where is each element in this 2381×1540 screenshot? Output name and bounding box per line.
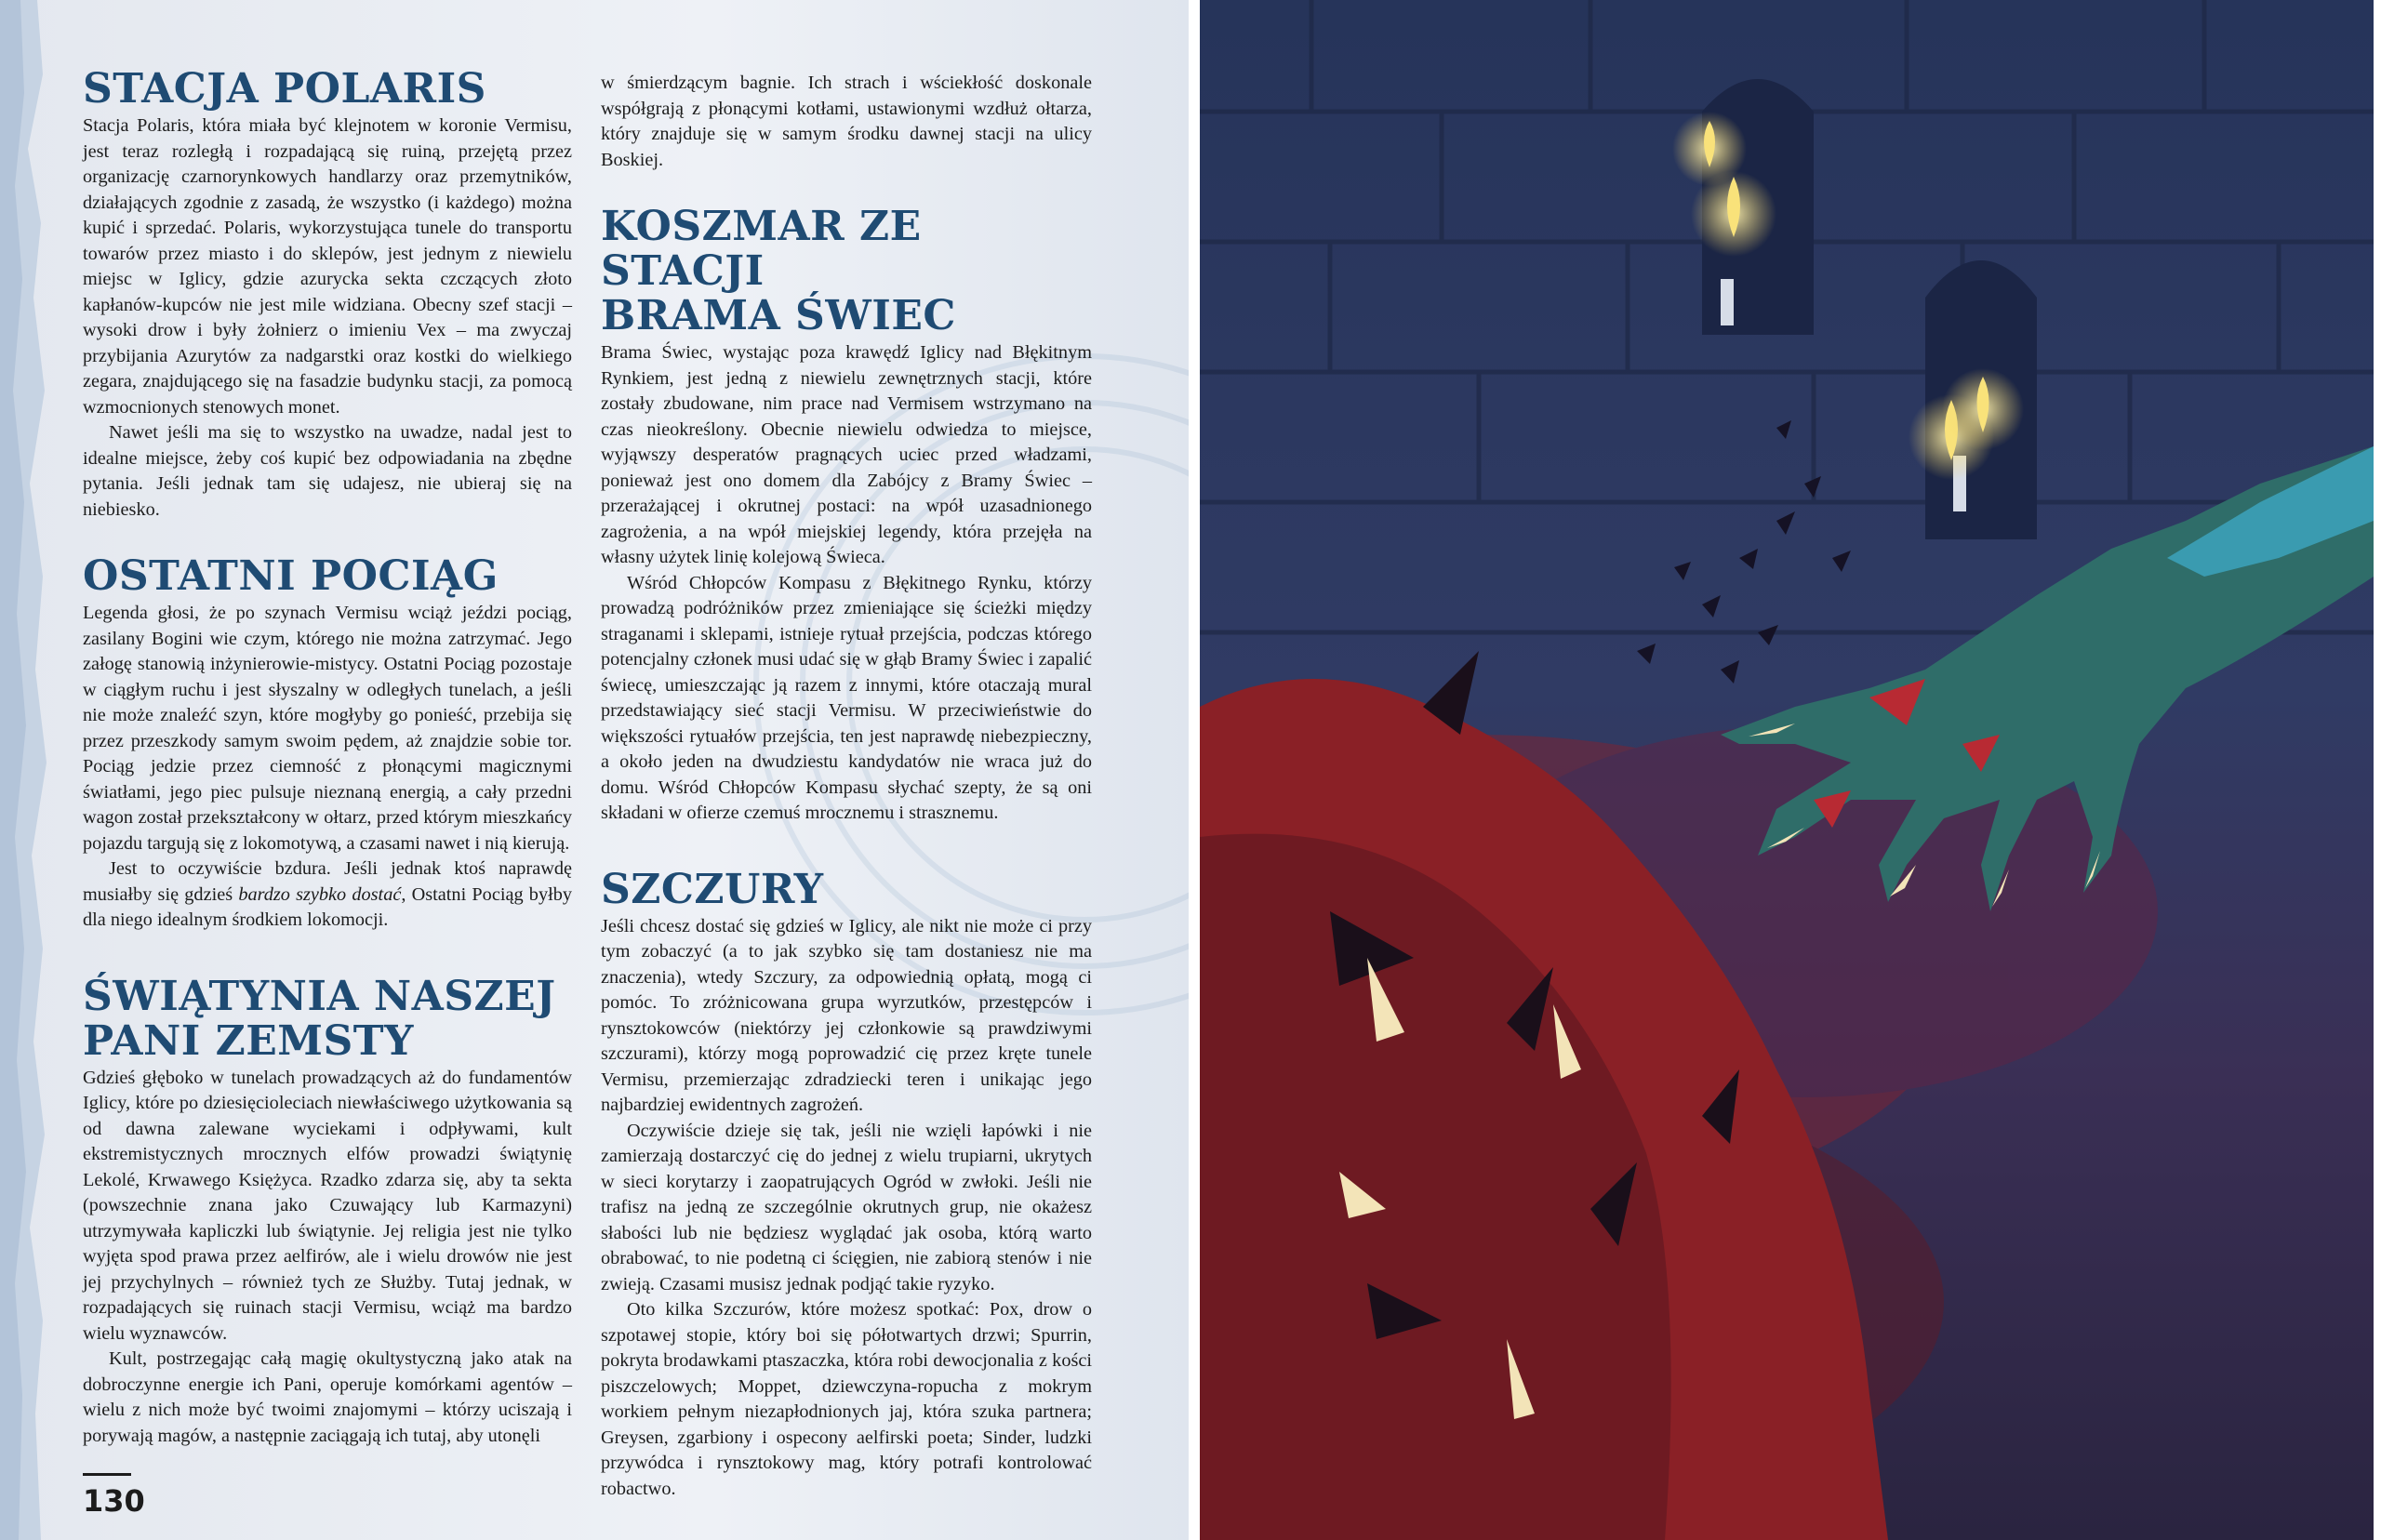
illustration <box>1200 0 2374 1540</box>
text-column-left <box>83 67 572 1449</box>
emphasis: bardzo szybko dostać <box>238 883 402 905</box>
illustration-page <box>1189 0 2381 1540</box>
paragraph: Jeśli chcesz dostać się gdzieś w Iglicy, ale nikt nie może ci przy tym zobaczyć (a to jak szybko się tam dostaniesz nie ma znaczenia), wtedy Szczury, za odpowiednią opłatą, mogą ci pomóc. To zróżnicowana grupa wyrzutków, przestępców i rynsztokowców (niektórzy jej członkowie są prawdziwymi szczurami), którzy mogą poprowadzić cię przez kręte tunele Vermisu, przemierzając zdradziecki teren i unikając jego najbardziej ewidentnych zagrożeń. <box>601 915 1092 1115</box>
paragraph: Oto kilka Szczurów, które możesz spotkać: Pox, drow o szpotawej stopie, który boi się półotwartych drzwi; Spurrin, pokryta brodawkami ptaszaczka, która robi dewocjonalia z kości piszczelowych; Moppet, dziewczyna-ropucha z mokrym workiem pełnym niezapłodnionych jaj, która szuka partnera; Greysen, zgarbiony i ospecony aelfirski poeta; Sinder, ludzki przywódca i rynsztokowy mag, który potrafi kontrolować robactwo. <box>601 1299 1092 1499</box>
section-title: SZCZURY <box>601 865 824 913</box>
paragraph: Jest to oczywiście bzdura. Jeśli jednak ktoś naprawdę musiałby się gdzieś bardzo szybko dostać, Ostatni Pociąg byłby dla niego idealnym środkiem lokomocji. <box>83 858 572 930</box>
paragraph: Gdzieś głęboko w tunelach prowadzących aż do fundamentów Iglicy, które po dziesięcioleciach niewłaściwego użytkowania są od dawna zalewane wyciekami i odpływami, kult ekstremistycznych mrocznych elfów prowadzi świątynię Lekolé, Krwawego Księżyca. Rzadko zdarza się, aby ta sekta (powszechnie znana jako Czuwający lub Karmazyni) utrzymywała kapliczki lub świątynie. Jej religia jest nie tylko wyjęta spod prawa przez aelfirów, ale i wielu drowów nie jest jej przychylnych – również tych ze Służby. Tutaj jednak, w rozpadających się ruinach stacji Vermisu, wciąż ma bardzo wielu wyznawców. <box>83 1067 572 1344</box>
page-number: 130 <box>83 1473 131 1519</box>
paragraph: Wśród Chłopców Kompasu z Błękitnego Rynku, którzy prowadzą podróżników przez zmieniające się ścieżki między straganami i sklepami, istnieje rytuał przejścia, podczas którego potencjalny członek musi udać się w głąb Bramy Świec i zapalić świecę, umieszczając ją razem z innymi, które otaczają mural przedstawiający sieć stacji Vermisu. W przeciwieństwie do większości rytuałów przejścia, ten jest naprawdę niebezpieczny, a około jeden na dwudziestu kandydatów nie wraca już do domu. Wśród Chłopców Kompasu słychać szepty, że są oni składani w ofierze czemuś mrocznemu i strasznemu. <box>601 572 1092 823</box>
section-title: ŚWIĄTYNIA NASZEJ PANI ZEMSTY <box>83 972 556 1065</box>
paragraph: Kult, postrzegając całą magię okultystyczną jako atak na dobroczynne energie ich Pani, operuje komórkami agentów – wielu z nich może być twoimi znajomymi – którzy uciszają i porywają magów, a następnie zaciągają ich tutaj, aby utonęli <box>83 1348 572 1446</box>
paragraph: Oczywiście dzieje się tak, jeśli nie wzięli łapówki i nie zamierzają dostarczyć cię do jednej z wielu trupiarni, ukrytych w sieci korytarzy i zaopatrujących Ogród w zwłoki. Jeśli nie trafisz na jedną ze szczególnie okrutnych grup, nie okażesz słabości lub nie będziesz wyglądać jak osoba, którą warto obrabować, to nie podetną ci ścięgien, nie zabiorą stenów i nie zwieją. Czasami musisz jednak podjąć takie ryzyko. <box>601 1120 1092 1294</box>
section-title: OSTATNI POCIĄG <box>83 552 499 600</box>
paragraph: Legenda głosi, że po szynach Vermisu wciąż jeździ pociąg, zasilany Bogini wie czym, którego nie można zatrzymać. Jego załogę stanowią inżynierowie-mistycy. Ostatni Pociąg pozostaje w ciągłym ruchu i jest słyszalny w odległych tunelach, a jeśli nie może znaleźć szyn, które mogłyby go ponieść, przebija się przez przeszkody samym swoim pędem, aż znajdzie sobie tor. Pociąg jedzie przez ciemność z płonącymi magicznymi światłami, jego piec pulsuje nieznaną energią, a cały przedni wagon został przekształcony w ołtarz, przed którym mieszkańcy pojazdu targują się z lokomotywą, a czasami nawet i nią kierują. <box>83 603 572 854</box>
paragraph: Brama Świec, wystając poza krawędź Iglicy nad Błękitnym Rynkiem, jest jedną z niewielu zewnętrznych stacji, które zostały zbudowane, nim prace nad Vermisem wstrzymano na czas nieokreślony. Obecnie niewielu odwiedza to miejsce, wyjąwszy desperatów pragnących uciec przed władzami, ponieważ jest ono domem dla Zabójcy z Bramy Świec – przerażającej i okrutnej postaci: na wpół uzasadnionego zagrożenia, a na wpół miejskiej legendy, która przejęła na własny użytek linię kolejową Świeca. <box>601 342 1092 567</box>
paragraph: w śmierdzącym bagnie. Ich strach i wściekłość doskonale współgrają z płonącymi kotłami, ustawionymi wzdłuż ołtarza, który znajduje się w samym środku dawnej stacji na ulicy Boskiej. <box>601 73 1092 170</box>
paragraph: Stacja Polaris, która miała być klejnotem w koronie Vermisu, jest teraz rozległą i rozpadającą się ruiną, przejętą przez organizację czarnorynkowych handlarzy oraz przemytników, działających zgodnie z zasadą, że wszystko (i każdego) można kupić i sprzedać. Polaris, wykorzystująca tunele do transportu towarów przez miasto i do sklepów, jest jednym z niewielu miejsc w Iglicy, gdzie azurycka sekta czczących złoto kapłanów-kupców nie jest mile widziana. Obecny szef stacji – wysoki drow i były żołnierz o imieniu Vex – ma zwyczaj przybijania Azurytów za nadgarstki oraz kostki do wielkiego zegara, znajdującego się na fasadzie budynku stacji, za pomocą wzmocnionych stenowych monet. <box>83 115 572 418</box>
section-title: STACJA POLARIS <box>83 65 486 113</box>
paragraph: Nawet jeśli ma się to wszystko na uwadze, nadal jest to idealne miejsce, żeby coś kupić bez odpowiadania na zbędne pytania. Jeśli jednak tam się udajesz, nie ubieraj się na niebiesko. <box>83 422 572 520</box>
left-page <box>0 0 1189 1540</box>
torn-edge-decoration <box>0 0 54 1540</box>
section-title: KOSZMAR ZE STACJI BRAMA ŚWIEC <box>601 203 956 339</box>
text-column-right <box>601 71 1092 1502</box>
